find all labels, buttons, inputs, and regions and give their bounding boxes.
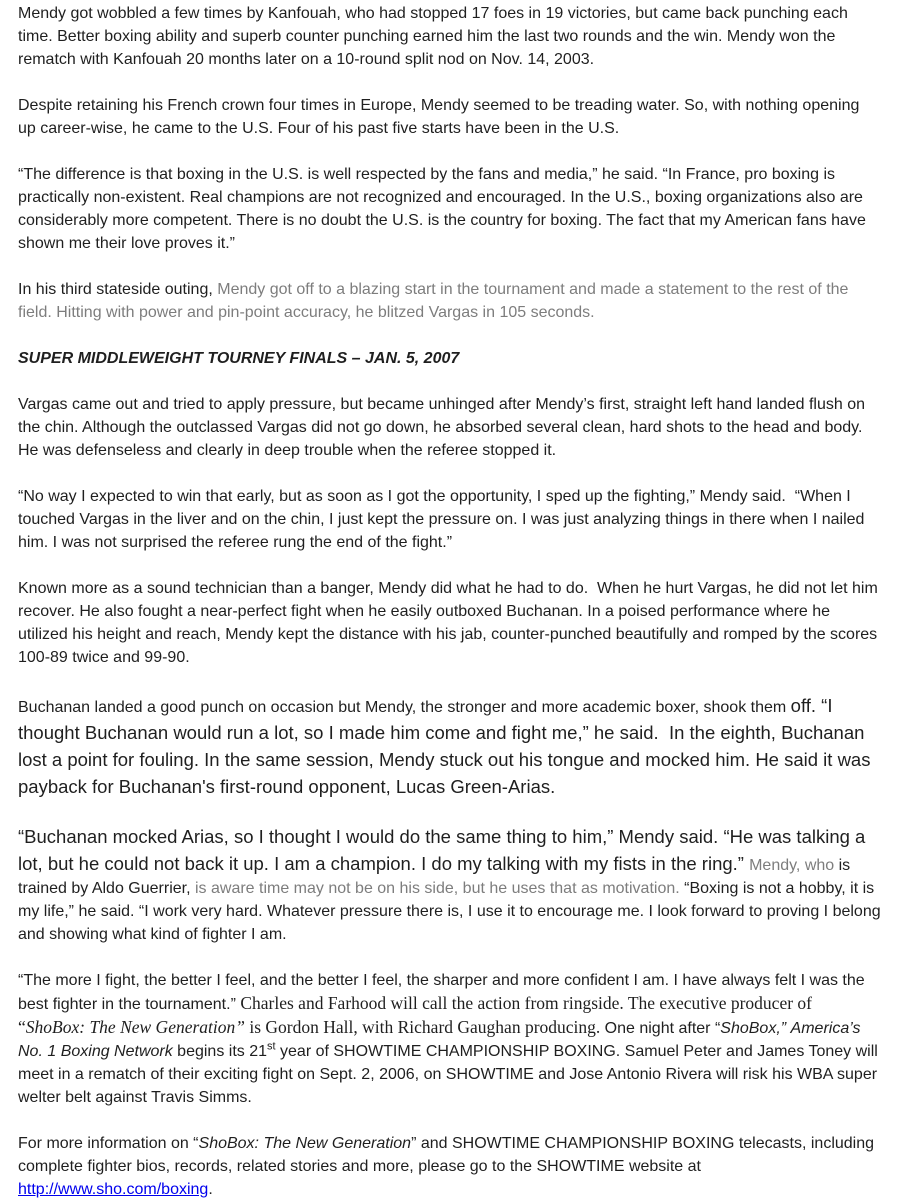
text-run: ShoBox: The New Generation”: [25, 1017, 245, 1037]
text-run: ” and SHOWTIME CHAMPIONSHIP BOXING telecasts, including complete fighter bios, records, related stories and more, please go to the SHOWTIME website at: [18, 1135, 879, 1175]
paragraph-kanfouah: [18, 2, 881, 71]
paragraph-no-way-quote: [18, 485, 881, 554]
text-run: Mendy got wobbled a few times by Kanfouah, who had stopped 17 foes in 19 victories, but came back punching each time. Better boxing ability and superb counter punching earned him the last two rounds and the win. Mendy won the rematch with Kanfouah 20 months later on a 10-round split nod on Nov. 14, 2003.: [18, 5, 853, 68]
paragraph-mocked-arias: [18, 823, 886, 946]
text-run: is Gordon Hall, with Richard Gaughan producing.: [245, 1017, 605, 1037]
paragraph-more-information: [18, 1132, 881, 1200]
text-run: Buchanan landed a good punch on occasion but Mendy, the stronger and more academic boxer, shook them: [18, 699, 791, 716]
text-run: Vargas came out and tried to apply pressure, but became unhinged after Mendy’s first, straight left hand landed flush on the chin. Although the outclassed Vargas did not go down, he absorbed several clean, hard shots to the head and body. He was defenseless and clearly in deep trouble when the referee stopped it.: [18, 396, 870, 459]
sho-link[interactable]: http://www.sho.com/boxing: [18, 1181, 209, 1198]
text-run: is trained by Aldo Guerrier,: [18, 857, 855, 897]
section-heading: [18, 347, 881, 370]
text-run: In his third stateside outing,: [18, 281, 218, 298]
text-run: One night after “: [604, 1020, 721, 1037]
text-run: “The difference is that boxing in the U.S. is well respected by the fans and media,” he said. “In France, pro boxing is practically non-existent. Real champions are not recognized and encouraged. In the U.S., boxing organizations also are considerably more competent. There is no doubt the U.S. is the country for boxing. The fact that my American fans have shown me their love proves it.”: [18, 166, 871, 252]
text-run: “Boxing is not a hobby, it is my life,” he said. “I work very hard. Whatever pressure there is, I use it to encourage me. I look forward to proving I belong and showing what kind of fighter I am.: [18, 880, 886, 943]
paragraph-buchanan-fouling: [18, 692, 881, 800]
paragraph-us-boxing-quote: [18, 163, 881, 255]
text-run: “The more I fight, the better I feel, and the better I feel, the sharper and more confident I am. I have always felt I was the best fighter in the tournament.”: [18, 972, 870, 1013]
heading-text: SUPER MIDDLEWEIGHT TOURNEY FINALS – JAN. 5, 2007: [18, 350, 460, 367]
paragraph-vargas-stoppage: [18, 393, 881, 462]
text-run: Mendy, who: [749, 857, 839, 874]
text-run: st: [267, 1040, 276, 1053]
text-run: “Buchanan mocked Arias, so I thought I would do the same thing to him,” Mendy said. “He was talking a lot, but he could not back it up. I am a champion. I do my talking with my fists in the ring.”: [18, 826, 871, 874]
text-run: ShoBox,”: [720, 1020, 787, 1037]
text-run: ShoBox: The New Generation: [198, 1135, 412, 1152]
text-run: For more information on “: [18, 1135, 199, 1152]
text-run: begins its 21: [172, 1043, 268, 1060]
text-run: America’s No. 1 Boxing Network: [18, 1020, 865, 1060]
text-run: .: [208, 1181, 213, 1198]
paragraph-stateside-outing: [18, 278, 881, 324]
text-run: off. “I thought Buchanan would run a lot, so I made him come and fight me,” he said. In the eighth, Buchanan lost a point for fouling. In the same session, Mendy stuck out his tongue and mocked him. He said it was payback for Buchanan's first-round opponent, Lucas Green-Arias.: [18, 695, 876, 797]
text-run: “No way I expected to win that early, but as soon as I got the opportunity, I sped up the fighting,” Mendy said. “When I touched Vargas in the liver and on the chin, I just kept the pressure on. I was just analyzing things in there when I nailed him. I was not surprised the referee rung the end of the fight.”: [18, 488, 869, 551]
text-run: Mendy got off to a blazing start in the tournament and made a statement to the rest of the field. Hitting with power and pin-point accuracy, he blitzed Vargas in 105 seconds.: [18, 281, 853, 321]
text-run: Known more as a sound technician than a banger, Mendy did what he had to do. When he hurt Vargas, he did not let him recover. He also fought a near-perfect fight when he easily outboxed Buchanan. In a poised performance where he utilized his height and reach, Mendy kept the distance with his jab, counter-punched beautifully and romped by the scores 100-89 twice and 99-90.: [18, 580, 883, 666]
document-body: [18, 2, 886, 1200]
text-run: Charles and Farhood will call the action from ringside. The executive producer of “: [18, 993, 817, 1037]
paragraph-shobox-broadcast: [18, 969, 881, 1109]
text-run: is aware time may not be on his side, but he uses that as motivation.: [194, 880, 685, 897]
text-run: year of SHOWTIME CHAMPIONSHIP BOXING. Samuel Peter and James Toney will meet in a rematch of their exciting fight on Sept. 2, 2006, on SHOWTIME and Jose Antonio Rivera will risk his WBA super welter belt against Travis Simms.: [18, 1043, 883, 1106]
paragraph-french-crown: [18, 94, 881, 140]
paragraph-sound-technician: [18, 577, 881, 669]
text-run: Despite retaining his French crown four times in Europe, Mendy seemed to be treading water. So, with nothing opening up career-wise, he came to the U.S. Four of his past five starts have been in the U.S.: [18, 97, 864, 137]
